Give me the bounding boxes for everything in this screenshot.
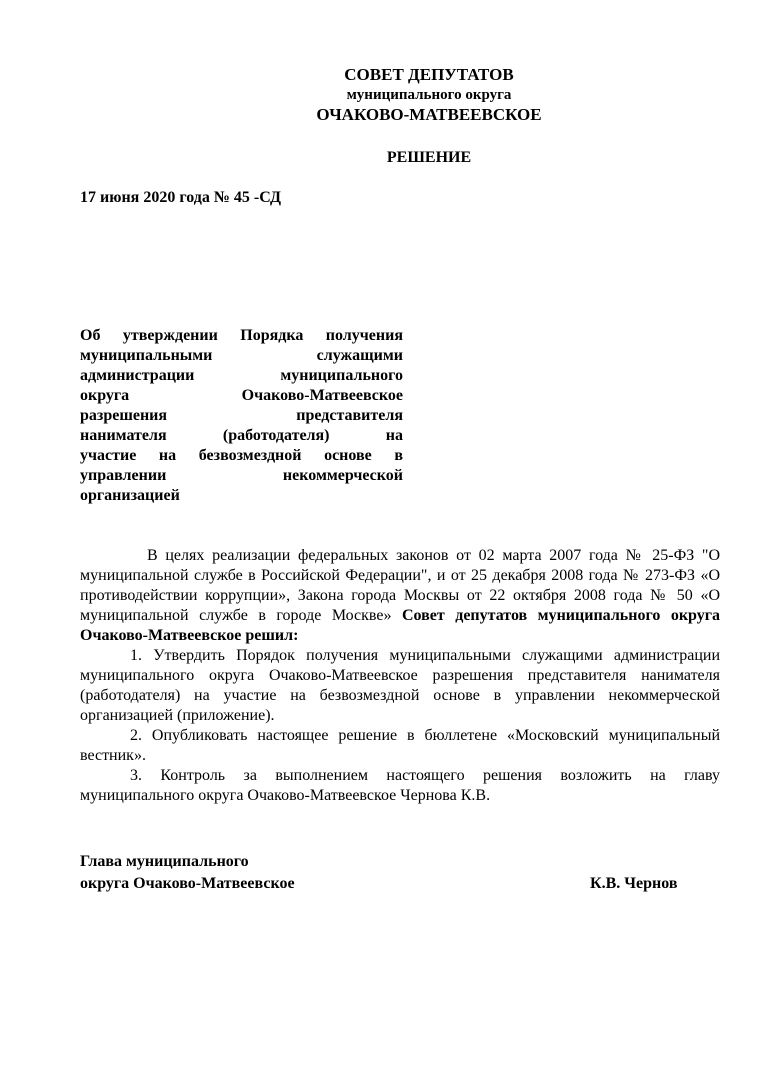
district-name: ОЧАКОВО-МАТВЕЕВСКОЕ [316,105,542,124]
subject-line: участие на безвозмездной основе в [80,447,403,464]
subject-line: муниципальными служащими [80,347,403,364]
preamble-paragraph [80,546,720,646]
signer-title-line: округа Очаково-Матвеевское [80,875,295,892]
signer-title [80,851,295,895]
subject-line: управлении некоммерческой [80,467,403,484]
decision-subject [80,326,403,506]
council-subtitle: муниципального округа [346,87,512,103]
decision-date-number: 17 июня 2020 года № 45 -СД [80,189,281,206]
decision-item-2: 2. Опубликовать настоящее решение в бюллетене «Московский муниципальный вестник». [80,727,720,764]
preamble-text: В целях реализации федеральных законов от 02 марта 2007 года № 25-ФЗ "О муниципальной службе в Российской Федерации", и от 25 декабря 2008 года № 273-ФЗ «О противодействии коррупции», Закона города Москвы от 22 октября 2008 года № 50 «О муниципальной службе в городе Москве» [80,547,720,624]
signer-title-line: Глава муниципального [80,853,249,870]
subject-line: разрешения представителя [80,407,403,424]
decision-title: РЕШЕНИЕ [386,149,472,166]
subject-line: Об утверждении Порядка получения [80,327,403,344]
decision-item-1: 1. Утвердить Порядок получения муниципальными служащими администрации муниципального округа Очаково-Матвеевское разрешения представителя нанимателя (работодателя) на участие на безвозмездной основе в управлении некоммерческой организацией (приложение). [80,647,720,724]
subject-line: нанимателя (работодателя) на [80,427,403,444]
document-header [0,64,765,126]
preamble-resolution: Совет депутатов муниципального округа Очаково-Матвеевское решил: [80,607,721,644]
decision-body [80,546,720,806]
signer-name: К.В. Чернов [590,875,678,892]
subject-line: организацией [80,487,180,504]
decision-item-3: 3. Контроль за выполнением настоящего решения возложить на главу муниципального округа Очаково-Матвеевское Чернова К.В. [80,767,720,804]
subject-line: администрации муниципального [80,367,403,384]
subject-line: округа Очаково-Матвеевское [80,387,403,404]
council-title: СОВЕТ ДЕПУТАТОВ [344,65,514,84]
